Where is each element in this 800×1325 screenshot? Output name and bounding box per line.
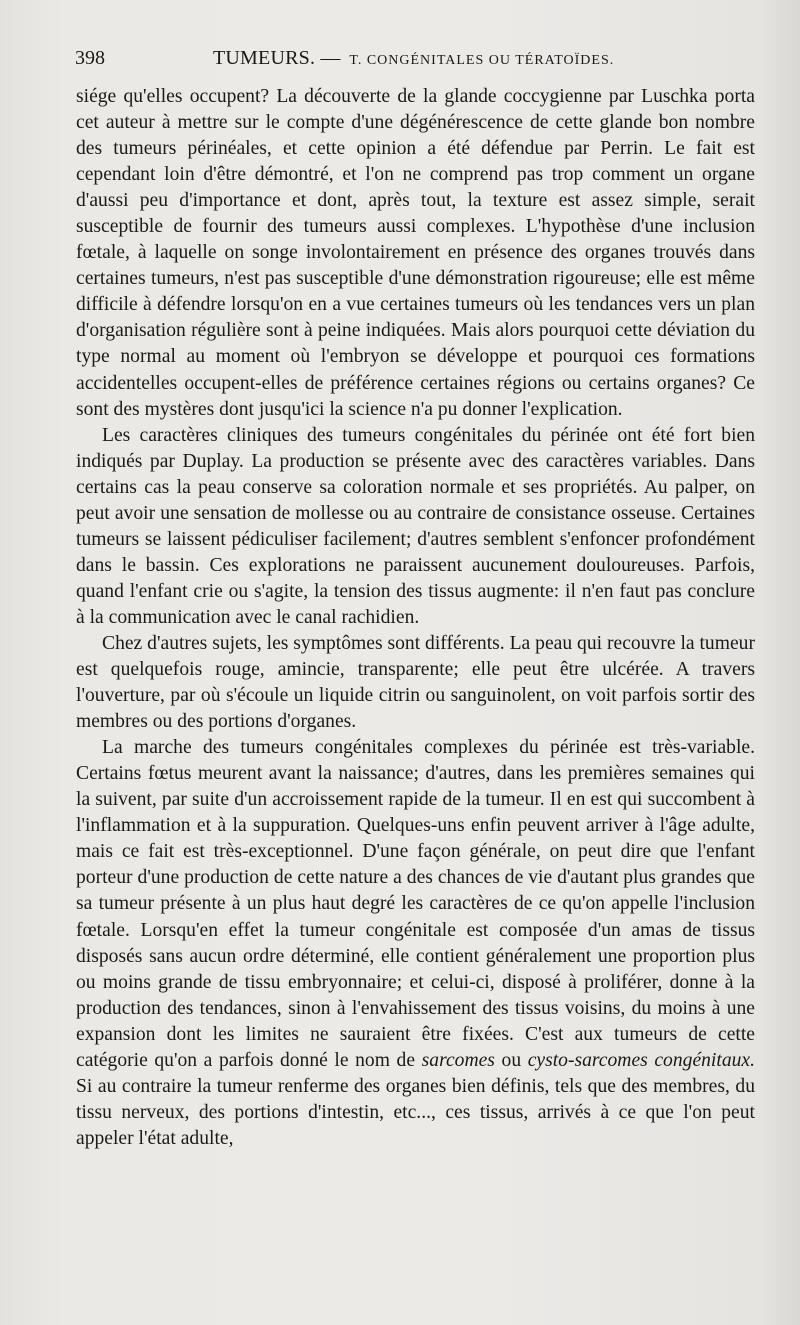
page-number: 398: [75, 47, 105, 69]
running-head-title: TUMEURS. —: [213, 47, 341, 69]
paragraph-2: Les caractères cliniques des tumeurs congénitales du périnée ont été fort bien indiqués par Duplay. La production se présente avec des caractères variables. Dans certains cas la peau conserve sa coloration normale et ses propriétés. Au palper, on peut avoir une sensation de mollesse ou au contraire de consistance osseuse. Certaines tumeurs se laissent pédiculiser facilement; d'autres semblent s'enfoncer profondément dans le bassin. Ces explorations ne paraissent aucunement douloureuses. Parfois, quand l'enfant crie ou s'agite, la tension des tissus augmente: il n'en faut pas conclure à la communication avec le canal rachidien.: [76, 424, 755, 628]
body-text: [76, 84, 755, 1152]
paragraph-4-text-middle: ou: [494, 1049, 528, 1071]
paragraph-3: Chez d'autres sujets, les symptômes sont différents. La peau qui recouvre la tumeur est quelquefois rouge, amincie, transparente; elle peut être ulcérée. A travers l'ouverture, par où s'écoule un liquide citrin ou sanguinolent, on voit parfois sortir des membres ou des portions d'organes.: [76, 632, 755, 733]
paragraph-4-italic-cysto-sarcomes: cysto-sarcomes congénitaux.: [527, 1049, 756, 1071]
paragraph-4-text-before: La marche des tumeurs congénitales complexes du périnée est très-variable. Certains fœtus meurent avant la naissance; d'autres, dans les premières semaines qui la suivent, par suite d'un accroissement rapide de la tumeur. Il en est qui succombent à l'inflammation et à la suppuration. Quelques-uns enfin peuvent arriver à l'âge adulte, mais ce fait est très-exceptionnel. D'une façon générale, on peut dire que l'enfant porteur d'une production de cette nature a des chances de vie d'autant plus grandes que sa tumeur présente à un plus haut degré les caractères de ce qu'on appelle l'inclusion fœtale. Lorsqu'en effet la tumeur congénitale est composée d'un amas de tissus disposés sans aucun ordre déterminé, elle contient généralement une proportion plus ou moins grande de tissu embryonnaire; et celui-ci, disposé à proliférer, donne à la production des tendances, sinon à l'envahissement des tissus voisins, du moins à une expansion dont les limites ne sauraient être fixées. C'est aux tumeurs de cette catégorie qu'on a parfois donné le nom de: [76, 737, 755, 1071]
paragraph-4-text-after: Si au contraire la tumeur renferme des organes bien définis, tels que des membres, du tissu nerveux, des portions d'intestin, etc..., ces tissus, arrivés à ce que l'on peut appeler l'état adulte,: [76, 1075, 755, 1149]
paragraph-1: siége qu'elles occupent? La découverte de la glande coccygienne par Luschka porta cet auteur à mettre sur le compte d'une dégénérescence de cette glande bon nombre des tumeurs périnéales, et cette opinion a été défendue par Perrin. Le fait est cependant loin d'être démontré, et l'on ne comprend pas trop comment un organe d'aussi peu d'importance et dont, après tout, la texture est assez simple, serait susceptible de fournir des tumeurs aussi complexes. L'hypothèse d'une inclusion fœtale, à laquelle on songe involontairement en présence des organes trouvés dans certaines tumeurs, n'est pas susceptible d'une démonstration rigoureuse; elle est même difficile à défendre lorsqu'on en a vue certaines tumeurs où les tendances vers un plan d'organisation régulière sont à peine indiquées. Mais alors pourquoi cette déviation du type normal au moment où l'embryon se développe et pourquoi ces formations accidentelles occupent-elles de préférence certaines régions ou certains organes? Ce sont des mystères dont jusqu'ici la science n'a pu donner l'explication.: [76, 86, 755, 420]
paragraph-4-italic-sarcomes: sarcomes: [421, 1049, 495, 1071]
running-head-subtitle: T. CONGÉNITALES OU TÉRATOÏDES.: [349, 53, 615, 68]
page-header: [75, 47, 755, 77]
paragraph-4: [76, 735, 755, 1152]
running-head: [213, 47, 614, 70]
